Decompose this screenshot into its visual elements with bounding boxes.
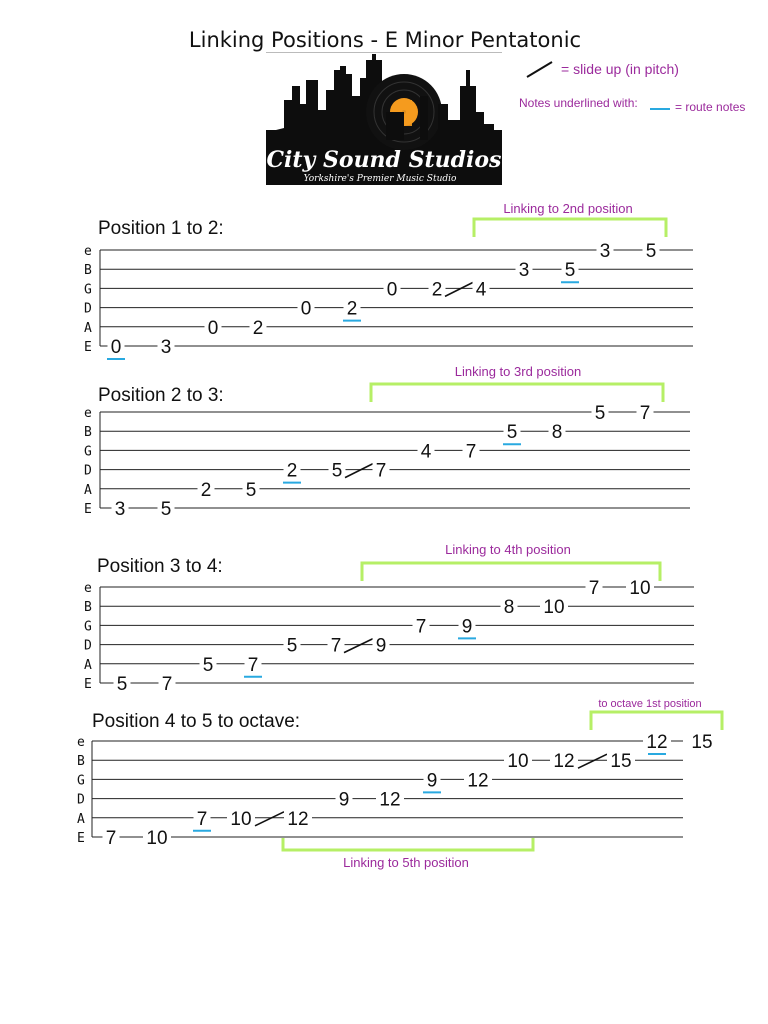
string-label: D [77, 792, 85, 808]
position-bracket [474, 219, 666, 237]
slide-mark [445, 282, 473, 296]
string-label: D [84, 301, 92, 317]
fret-number: 10 [629, 578, 651, 599]
position-bracket [371, 384, 663, 402]
logo-name: City Sound Studios [266, 147, 502, 173]
fret-number: 12 [287, 808, 309, 830]
fret-number: 2 [431, 279, 443, 301]
fret-number: 8 [503, 597, 515, 619]
fret-number: 5 [594, 403, 606, 424]
fret-number: 12 [553, 751, 575, 773]
string-label: A [84, 320, 92, 336]
fret-number: 2 [200, 479, 212, 501]
fret-number: 4 [420, 441, 432, 463]
fret-number: 10 [146, 828, 168, 849]
logo-tagline: Yorkshire's Premier Music Studio [303, 174, 457, 184]
section-title: Position 1 to 2: [98, 218, 224, 239]
string-label: G [84, 619, 92, 635]
fret-number: 8 [551, 422, 563, 444]
legend-route-suffix: = route notes [675, 100, 746, 114]
studio-logo [266, 52, 502, 185]
slide-symbol [527, 62, 552, 77]
fret-number: 9 [426, 770, 438, 792]
fret-number: 7 [330, 635, 342, 657]
string-label: G [84, 444, 92, 460]
string-label: E [84, 502, 92, 517]
fret-number: 15 [610, 751, 632, 773]
string-label: B [84, 600, 92, 616]
string-label: G [77, 773, 85, 789]
fret-number: 5 [245, 479, 257, 501]
fret-number: 5 [160, 499, 172, 520]
position-bracket [283, 838, 533, 850]
string-label: B [77, 754, 85, 770]
fret-number: 0 [386, 279, 398, 301]
fret-number: 12 [646, 732, 668, 753]
fret-number: 9 [375, 635, 387, 657]
section-title: Position 2 to 3: [98, 385, 224, 406]
string-label: A [84, 482, 92, 498]
tab-sections [77, 201, 722, 870]
fret-number: 10 [543, 597, 565, 619]
slide-mark [578, 754, 607, 768]
fret-number: 7 [465, 441, 477, 463]
legend [519, 61, 745, 114]
fret-number: 5 [564, 260, 576, 282]
string-label: B [84, 263, 92, 279]
fret-number: 3 [114, 499, 126, 520]
fret-number: 5 [506, 422, 518, 444]
string-label: G [84, 282, 92, 298]
string-label: B [84, 425, 92, 441]
fret-number: 4 [475, 279, 487, 301]
string-label: e [77, 735, 85, 750]
bracket-label-to-octave-1st-position: to octave 1st position [598, 698, 702, 710]
fret-number: 7 [247, 654, 259, 676]
bracket-label-linking-to-4th-position: Linking to 4th position [445, 542, 571, 557]
bracket-label-linking-to-2nd-position: Linking to 2nd position [503, 201, 633, 216]
fret-number: 12 [379, 789, 401, 811]
fret-number: 0 [110, 337, 122, 358]
fret-number: 7 [161, 674, 173, 695]
string-label: E [77, 831, 85, 846]
string-label: A [84, 657, 92, 673]
tab-section-4 [77, 698, 722, 870]
fret-number: 2 [252, 317, 264, 339]
position-bracket [362, 563, 660, 581]
fret-number: 5 [116, 674, 128, 695]
fret-number: 3 [599, 241, 611, 262]
fret-number: 7 [415, 616, 427, 638]
slide-mark [255, 812, 284, 826]
fret-number: 3 [160, 337, 172, 358]
string-label: e [84, 406, 92, 421]
section-title: Position 4 to 5 to octave: [92, 711, 301, 732]
string-label: E [84, 340, 92, 355]
fret-number: 7 [105, 828, 117, 849]
fret-number: 2 [286, 460, 298, 482]
fret-number: 0 [207, 317, 219, 339]
fret-number: 3 [518, 260, 530, 282]
fret-number: 0 [300, 298, 312, 320]
tab-section-3 [84, 542, 694, 695]
legend-route-prefix: Notes underlined with: [519, 96, 638, 110]
section-title: Position 3 to 4: [97, 556, 223, 577]
fret-number: 5 [331, 460, 343, 482]
page-title: Linking Positions - E Minor Pentatonic [188, 28, 582, 52]
fret-number: 10 [230, 808, 252, 830]
fret-number: 7 [639, 403, 651, 424]
slide-mark [345, 464, 373, 478]
string-label: e [84, 581, 92, 596]
fret-number: 7 [375, 460, 387, 482]
fret-number: 10 [507, 751, 529, 773]
fret-number: 9 [338, 789, 350, 811]
fret-number: 2 [346, 298, 358, 320]
fret-number: 7 [588, 578, 600, 599]
slide-mark [344, 639, 373, 653]
legend-slide-text: = slide up (in pitch) [561, 61, 679, 77]
fret-number: 9 [461, 616, 473, 638]
fret-number: 12 [467, 770, 489, 792]
string-label: A [77, 811, 85, 827]
bracket-label-linking-to-3rd-position: Linking to 3rd position [454, 364, 582, 379]
string-label: D [84, 638, 92, 654]
string-label: E [84, 677, 92, 692]
string-label: e [84, 244, 92, 259]
tab-section-1 [84, 201, 693, 359]
bracket-label-linking-to-5th-position: Linking to 5th position [343, 855, 469, 870]
string-label: D [84, 463, 92, 479]
fret-number: 5 [202, 654, 214, 676]
fret-number: 7 [196, 808, 208, 830]
fret-number: 5 [286, 635, 298, 657]
fret-number: 5 [645, 241, 657, 262]
position-bracket [591, 712, 722, 730]
fret-number: 15 [691, 732, 713, 753]
tab-section-2 [84, 364, 690, 520]
